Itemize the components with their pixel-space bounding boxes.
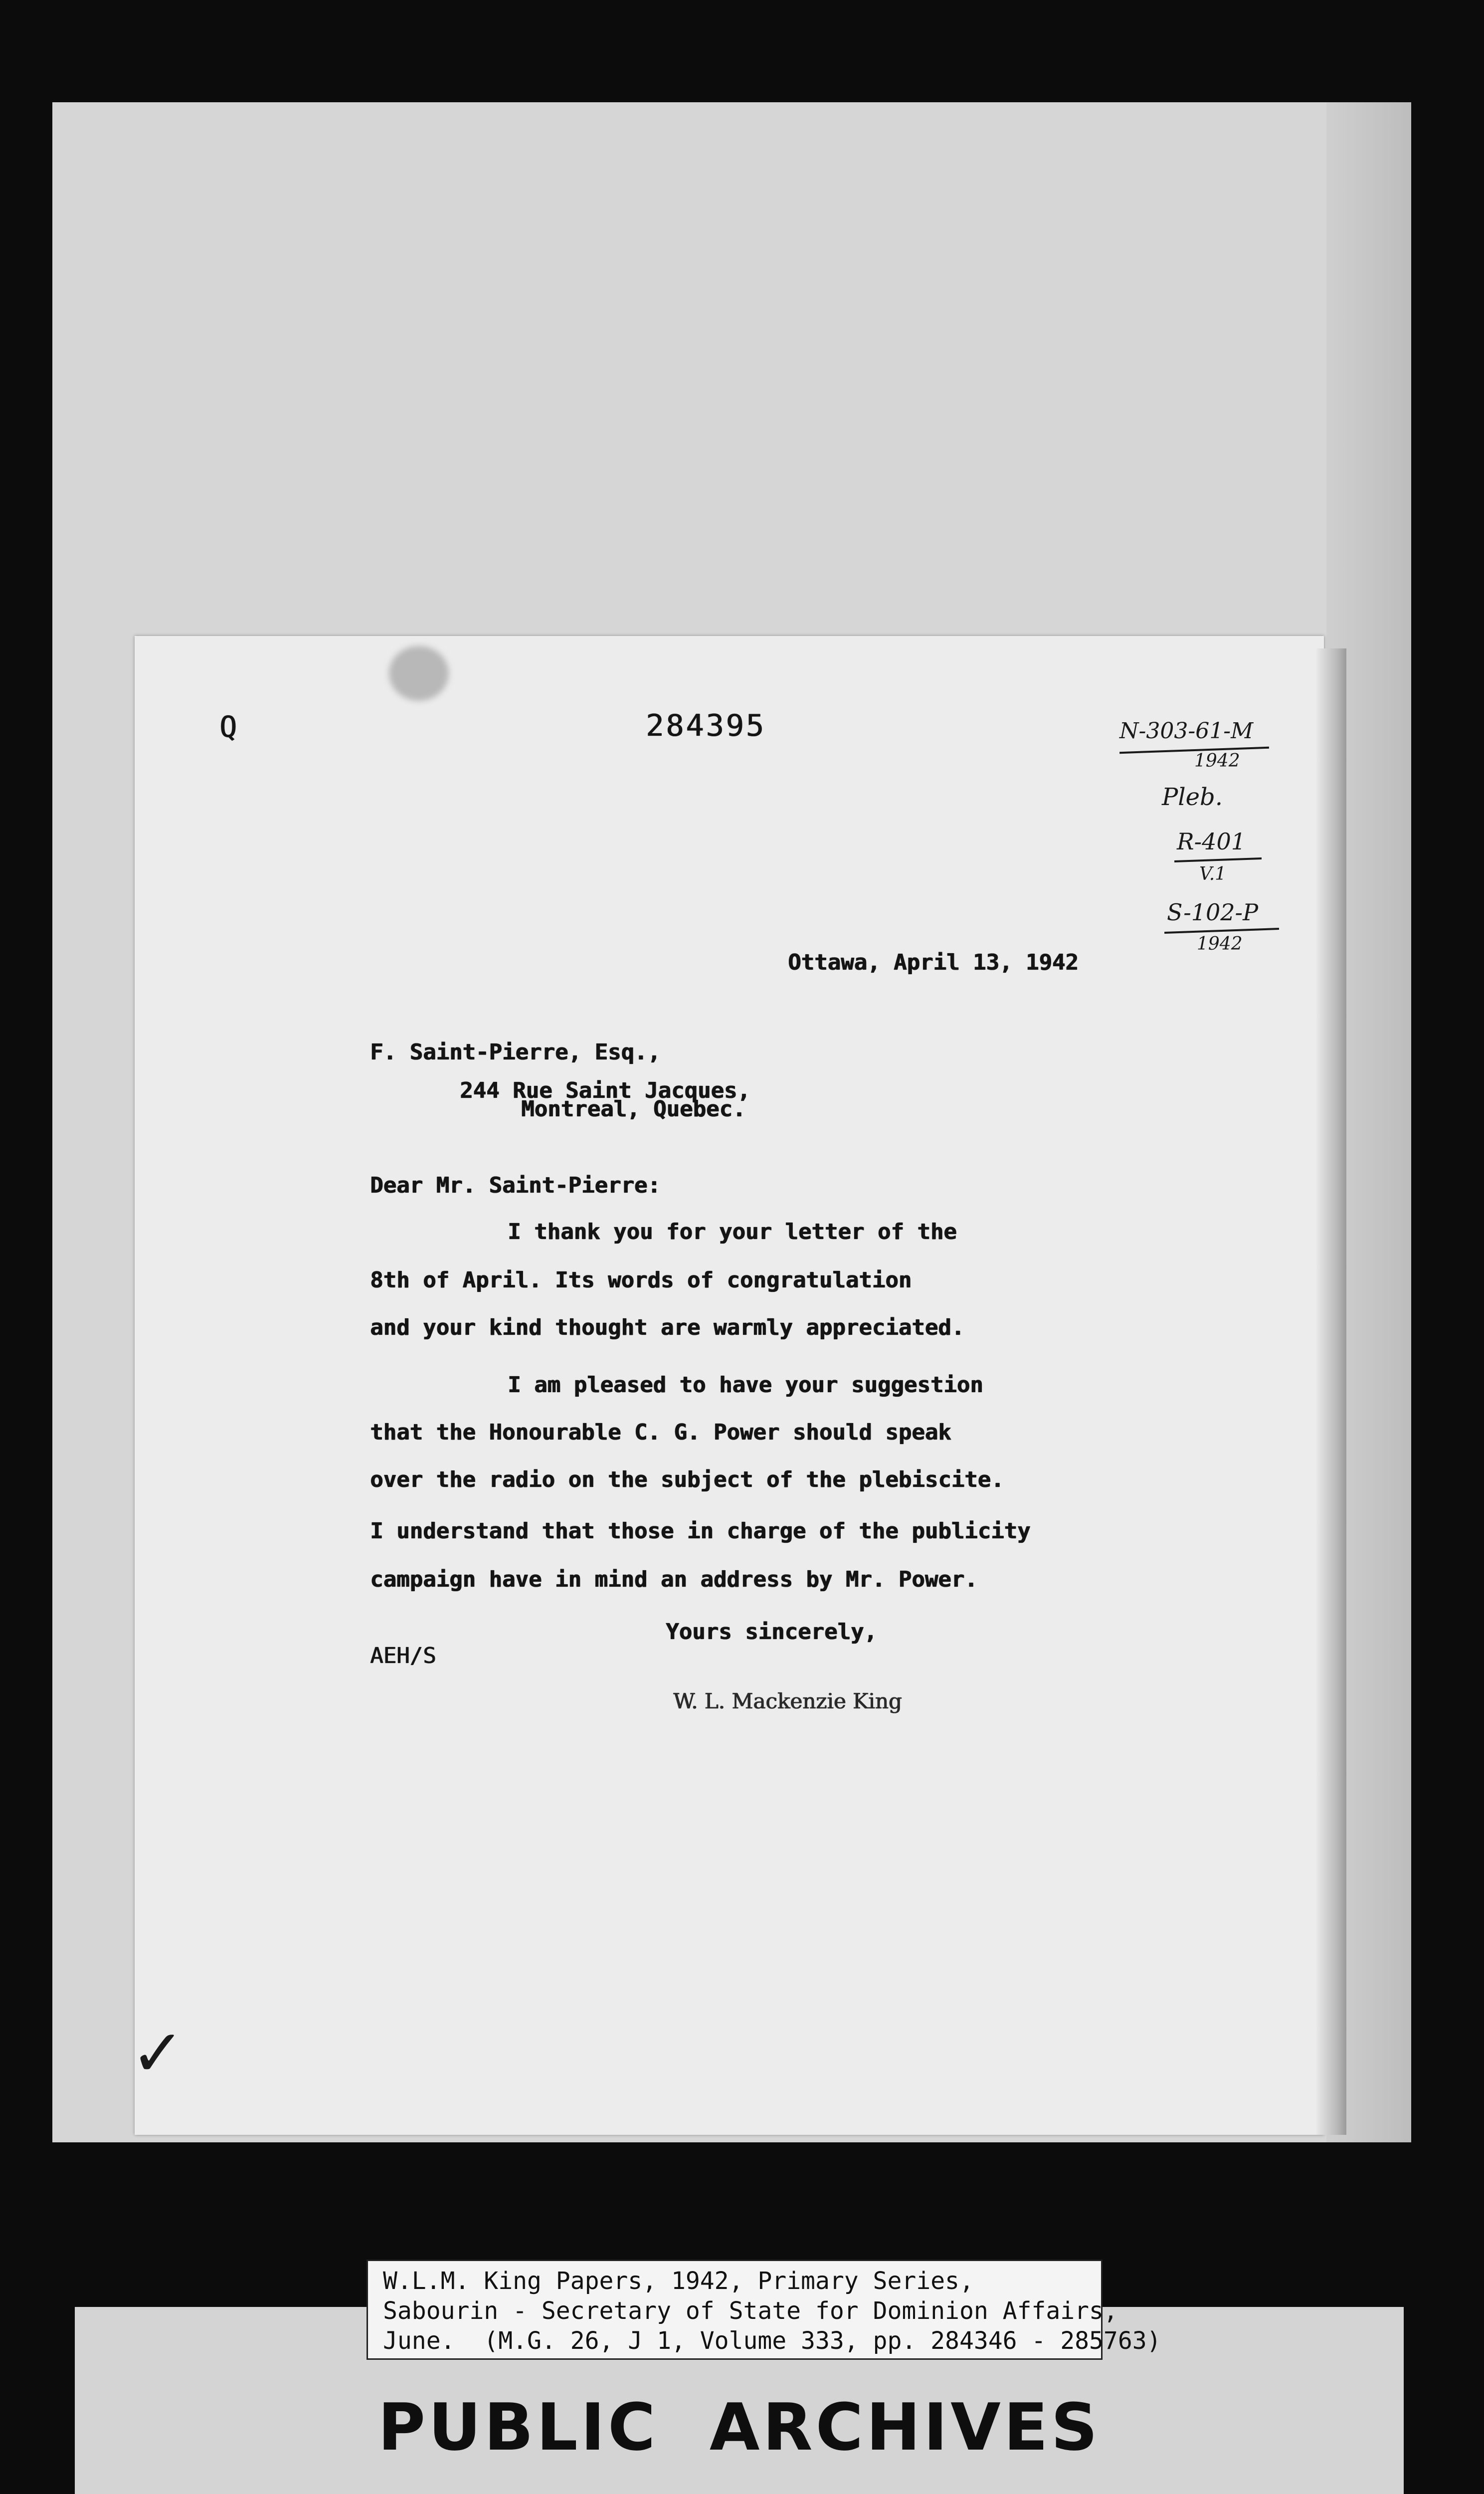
address-name: F. Saint-Pierre, Esq., <box>370 1039 661 1065</box>
date-line: Ottawa, April 13, 1942 <box>788 950 1079 975</box>
annotation-s-ref: S-102-P <box>1167 899 1259 926</box>
annotation-year-2: 1942 <box>1197 934 1243 954</box>
label-line: Sabourin - Secretary of State for Dominion Affairs, <box>383 2297 1118 2325</box>
label-line: June. (M.G. 26, J 1, Volume 333, pp. 284346 - 285763) <box>383 2327 1161 2355</box>
annotation-r-ref: R-401 <box>1177 828 1246 855</box>
stamp-line-public-archives: PUBLIC ARCHIVES <box>377 2389 1101 2465</box>
check-mark-icon: ✓ <box>131 2015 185 2091</box>
corner-mark: Q <box>219 710 237 744</box>
body-line: I thank you for your letter of the <box>508 1219 957 1245</box>
body-line: campaign have in mind an address by Mr. Power. <box>370 1567 978 1592</box>
file-number: 284395 <box>646 708 766 743</box>
annotation-file-ref: N-303-61-M <box>1119 718 1254 744</box>
closing: Yours sincerely, <box>666 1619 877 1645</box>
body-line: over the radio on the subject of the plebiscite. <box>370 1467 1004 1492</box>
body-line: 8th of April. Its words of congratulation <box>370 1267 912 1293</box>
label-line: W.L.M. King Papers, 1942, Primary Series, <box>383 2267 974 2295</box>
annotation-pleb: Pleb. <box>1162 783 1223 811</box>
annotation-volume: V.1 <box>1199 864 1227 884</box>
letter-edge-shadow <box>1316 648 1346 2135</box>
signature-block: W. L. Mackenzie King <box>673 1689 902 1713</box>
typist-initials: AEH/S <box>370 1643 436 1668</box>
body-line: and your kind thought are warmly appreciated. <box>370 1315 965 1340</box>
body-line: I understand that those in charge of the publicity <box>370 1518 1031 1544</box>
salutation: Dear Mr. Saint-Pierre: <box>370 1173 661 1198</box>
address-street: 244 Rue Saint Jacques, <box>460 1078 750 1103</box>
body-line: that the Honourable C. G. Power should speak <box>370 1420 951 1445</box>
annotation-year: 1942 <box>1194 751 1240 771</box>
paper-smudge <box>389 646 449 701</box>
address-city: Montreal, Quebec. <box>521 1096 746 1122</box>
archival-label <box>367 2260 1161 2360</box>
body-line: I am pleased to have your suggestion <box>508 1372 983 1398</box>
